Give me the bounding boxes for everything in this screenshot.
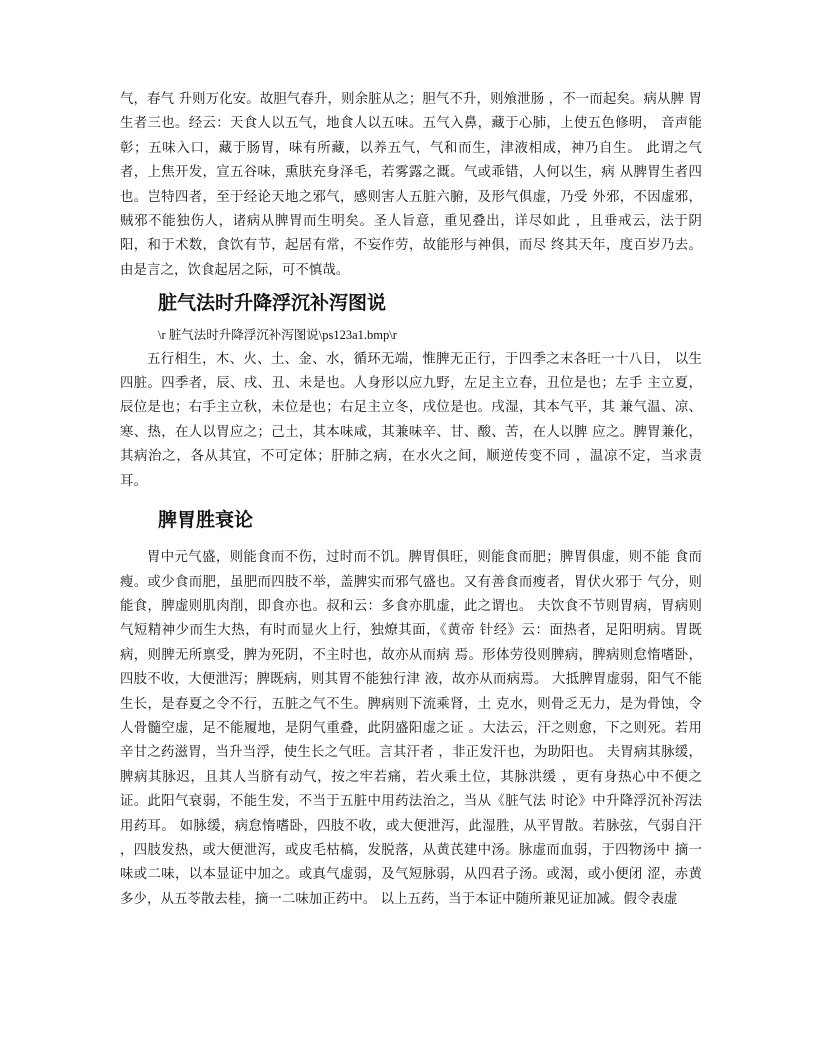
section-heading-zangqi: 脏气法时升降浮沉补泻图说	[158, 292, 387, 315]
paragraph-continuation: 气，春气 升则万化安。故胆气春升，则余脏从之；胆气不升，则飧泄肠 ，不一而起矣。病从脾 胃生者三也。经云：天食人以五气，地食人以五味。五气入鼻，藏于心肺，上使五色修明， 音声能彰；五味入口，藏于肠胃，味有所藏，以养五气，气和而生，津液相成，神乃自生。 此谓之气者，上焦开发，宣五谷味，熏肤充身泽毛，若雾露之溉。气或乖错，人何以生，病 从脾胃生者四也。岂特四者，至于经论天地之邪气，感则害人五脏六腑，及形气俱虚，乃受 外邪，不因虚邪，贼邪不能独伤人，诸病从脾胃而生明矣。圣人旨意，重见叠出，详尽如此 ，且垂戒云，法于阴阳，和于术数，食饮有节，起居有常，不妄作劳，故能形与神俱，而尽 终其天年，度百岁乃去。由是言之，饮食起居之际，可不慎哉。	[120, 92, 702, 278]
section-heading-wrap	[120, 291, 702, 315]
paragraph-wuxing: 五行相生，木、火、土、金、水，循环无端，惟脾无正行，于四季之末各旺一十八日， 以生四脏。四季者，辰、戌、丑、未是也。人身形以应九野，左足主立春，丑位是也；左手 主立夏，辰位是也；右手主立秋，未位是也；右足主立冬，戌位是也。戌湿，其本气平，其 兼气温、凉、寒、热，在人以胃应之；己土，其本味咸，其兼味辛、甘、酸、苦，在人以脾 应之。脾胃兼化，其病治之，各从其宜，不可定体；肝肺之病，在水火之间，顺逆传变不同 ，温凉不定，当求责耳。	[120, 351, 702, 489]
section-heading-wrap	[120, 508, 702, 532]
image-reference-text: \r 脏气法时升降浮沉补泻图说\ps123a1.bmp\r	[158, 328, 397, 343]
paragraph-piwei: 胃中元气盛，则能食而不伤，过时而不饥。脾胃俱旺，则能食而肥；脾胃俱虚，则不能 食而瘦。或少食而肥，虽肥而四肢不举，盖脾实而邪气盛也。又有善食而瘦者，胃伏火邪于 气分，则能食，脾虚则肌肉削，即食亦也。叔和云：多食亦肌虚，此之谓也。 夫饮食不节则胃病，胃病则气短精神少而生大热，有时而显火上行，独燎其面，《黄帝 针经》云：面热者，足阳明病。胃既病，则脾无所禀受，脾为死阴，不主时也，故亦从而病 焉。形体劳役则脾病，脾病则怠惰嗜卧，四肢不收，大便泄泻；脾既病，则其胃不能独行津 液，故亦从而病焉。 大抵脾胃虚弱，阳气不能生长，是春夏之令不行，五脏之气不生。脾病则下流乘肾，土 克水，则骨乏无力，是为骨蚀，令人骨髓空虚，足不能履地，是阴气重叠，此阴盛阳虚之证 。大法云，汗之则愈，下之则死。若用辛甘之药滋胃，当升当浮，使生长之气旺。言其汗者 ，非正发汗也，为助阳也。 夫胃病其脉缓，脾病其脉迟，且其人当脐有动气，按之牢若痛，若火乘土位，其脉洪缓 ，更有身热心中不便之证。此阳气衰弱，不能生发，不当于五脏中用药法治之，当从《脏气法 时论》中升降浮沉补泻法用药耳。 如脉缓，病怠惰嗜卧，四肢不收，或大便泄泻，此湿胜，从平胃散。若脉弦，气弱自汗 ，四肢发热，或大便泄泻，或皮毛枯槁，发脱落，从黄芪建中汤。脉虚而血弱，于四物汤中 摘一味或二味，以本显证中加之。或真气虚弱，及气短脉弱，从四君子汤。或渴，或小便闭 涩，赤黄多少，从五苓散去桂，摘一二味加正药中。 以上五药，当于本证中随所兼见证加减。假令表虚	[120, 550, 702, 907]
section-heading-piwei: 脾胃胜衰论	[158, 509, 254, 532]
document-page	[120, 88, 702, 912]
